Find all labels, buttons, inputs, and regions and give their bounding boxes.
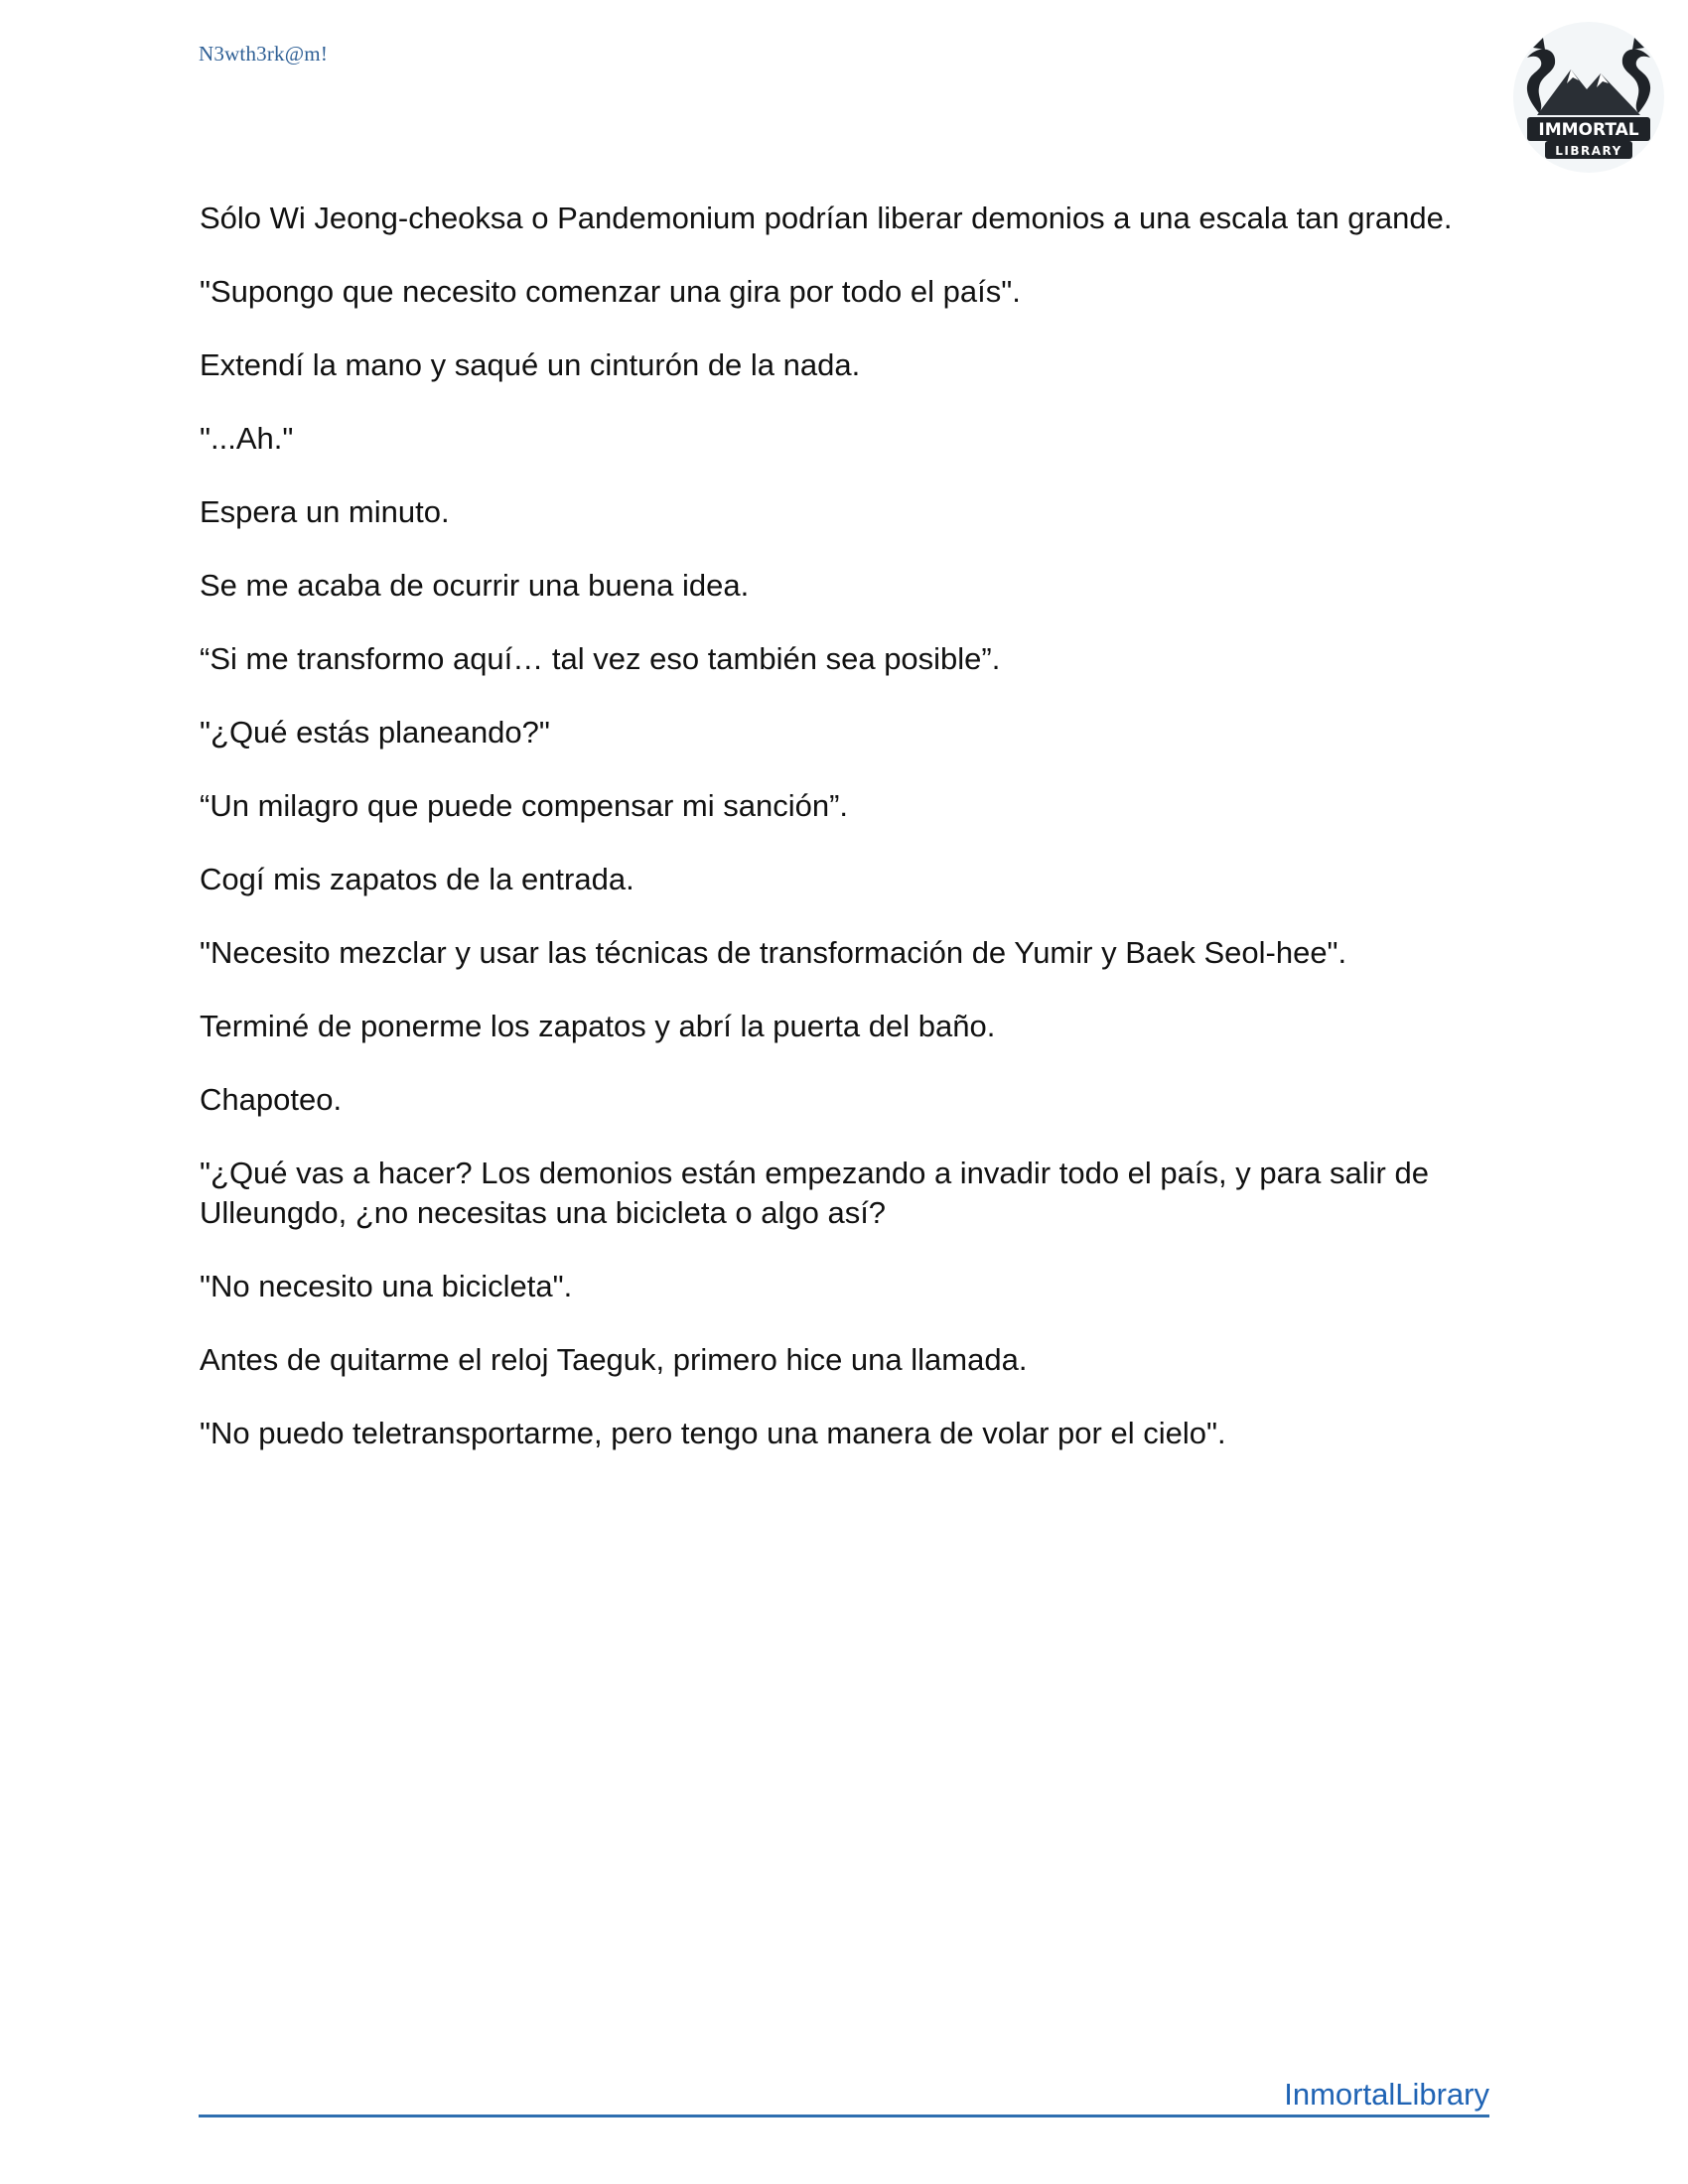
footer-rule bbox=[199, 2115, 1489, 2117]
paragraph: Cogí mis zapatos de la entrada. bbox=[200, 862, 634, 896]
paragraph: “Si me transformo aquí… tal vez eso también sea posible”. bbox=[200, 641, 1001, 676]
paragraph: "...Ah." bbox=[200, 421, 294, 456]
paragraph: Chapoteo. bbox=[200, 1082, 343, 1117]
footer-link[interactable]: InmortalLibrary bbox=[1284, 2077, 1489, 2112]
logo-line2: LIBRARY bbox=[1555, 144, 1622, 158]
paragraph: Se me acaba de ocurrir una buena idea. bbox=[200, 568, 750, 603]
paragraph: "No necesito una bicicleta". bbox=[200, 1269, 573, 1303]
paragraph: Terminé de ponerme los zapatos y abrí la puerta del baño. bbox=[200, 1009, 996, 1043]
paragraph: "Supongo que necesito comenzar una gira por todo el país". bbox=[200, 274, 1021, 309]
paragraph: "No puedo teletransportarme, pero tengo una manera de volar por el cielo". bbox=[200, 1416, 1226, 1450]
immortal-library-logo bbox=[1509, 18, 1668, 177]
paragraph: "¿Qué vas a hacer? Los demonios están empezando a invadir todo el país, y para salir de Ulleungdo, ¿no necesitas una bicicleta o algo así? bbox=[200, 1156, 1429, 1230]
header-watermark-text: N3wth3rk@m! bbox=[199, 42, 329, 66]
paragraph: Antes de quitarme el reloj Taeguk, primero hice una llamada. bbox=[200, 1342, 1028, 1377]
paragraph: "Necesito mezclar y usar las técnicas de transformación de Yumir y Baek Seol-hee". bbox=[200, 935, 1347, 970]
paragraph: "¿Qué estás planeando?" bbox=[200, 715, 550, 750]
paragraph: Extendí la mano y saqué un cinturón de la nada. bbox=[200, 347, 861, 382]
logo-line1: IMMORTAL bbox=[1538, 120, 1639, 140]
dragon-mountain-emblem-icon bbox=[1509, 18, 1668, 177]
paragraph: Espera un minuto. bbox=[200, 494, 450, 529]
document-body bbox=[200, 199, 1490, 1487]
paragraph: “Un milagro que puede compensar mi sanción”. bbox=[200, 788, 849, 823]
paragraph: Sólo Wi Jeong-cheoksa o Pandemonium podrían liberar demonios a una escala tan grande. bbox=[200, 201, 1453, 235]
